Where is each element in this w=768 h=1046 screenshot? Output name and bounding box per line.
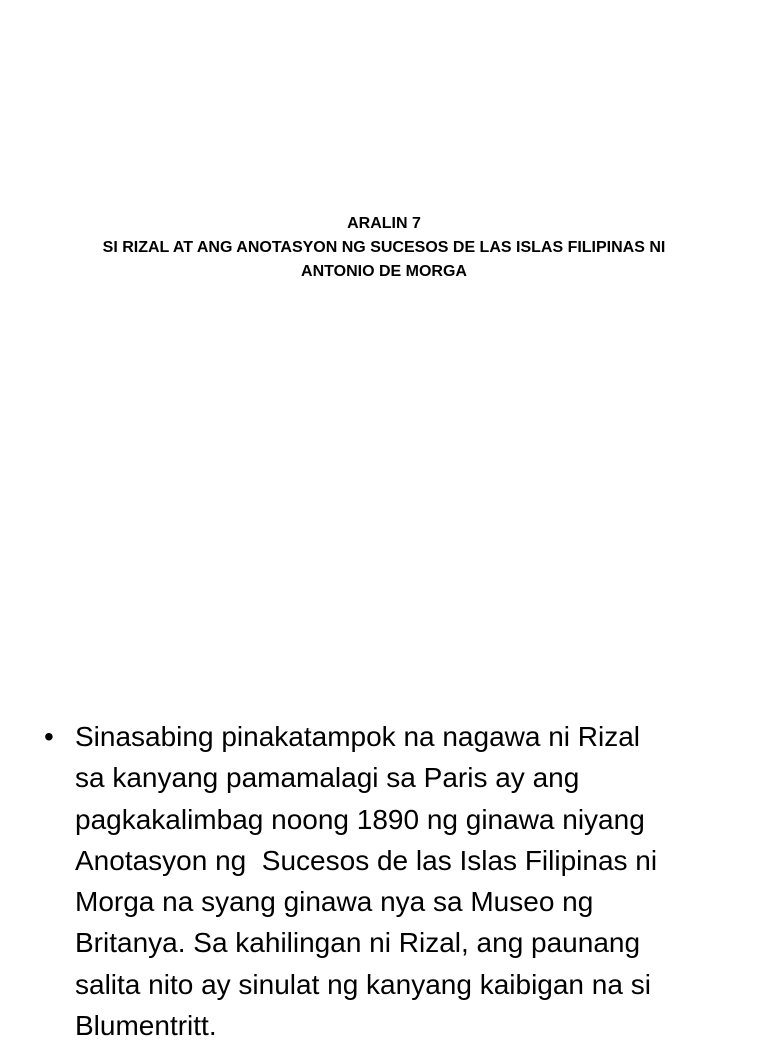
slide-title: [0, 212, 768, 284]
bullet-text-line: sa kanyang pamamalagi sa Paris ay ang: [75, 762, 580, 794]
bullet-text-line: Britanya. Sa kahilingan ni Rizal, ang paunang: [75, 927, 641, 959]
bullet-text-line: Morga na syang ginawa nya sa Museo ng: [75, 886, 594, 918]
bullet-text-line: pagkakalimbag noong 1890 ng ginawa niyang: [75, 803, 645, 835]
bullet-item: [44, 716, 744, 1046]
bullet-text-line: Blumentritt.: [75, 1010, 217, 1042]
title-line-lesson: ARALIN 7: [347, 215, 421, 232]
title-line-topic: SI RIZAL AT ANG ANOTASYON NG SUCESOS DE LAS ISLAS FILIPINAS NI: [102, 239, 666, 256]
bullet-text: [75, 716, 657, 1046]
bullet-text-line: Sinasabing pinakatampok na nagawa ni Rizal: [75, 721, 641, 752]
bullet-text-line: salita nito ay sinulat ng kanyang kaibigan na si: [75, 968, 651, 1000]
bullet-list: [44, 716, 744, 1046]
title-line-author: ANTONIO DE MORGA: [301, 263, 467, 280]
bullet-dot-icon: •: [44, 721, 54, 752]
bullet-text-line: Anotasyon ng Sucesos de las Islas Filipinas ni: [75, 844, 658, 876]
